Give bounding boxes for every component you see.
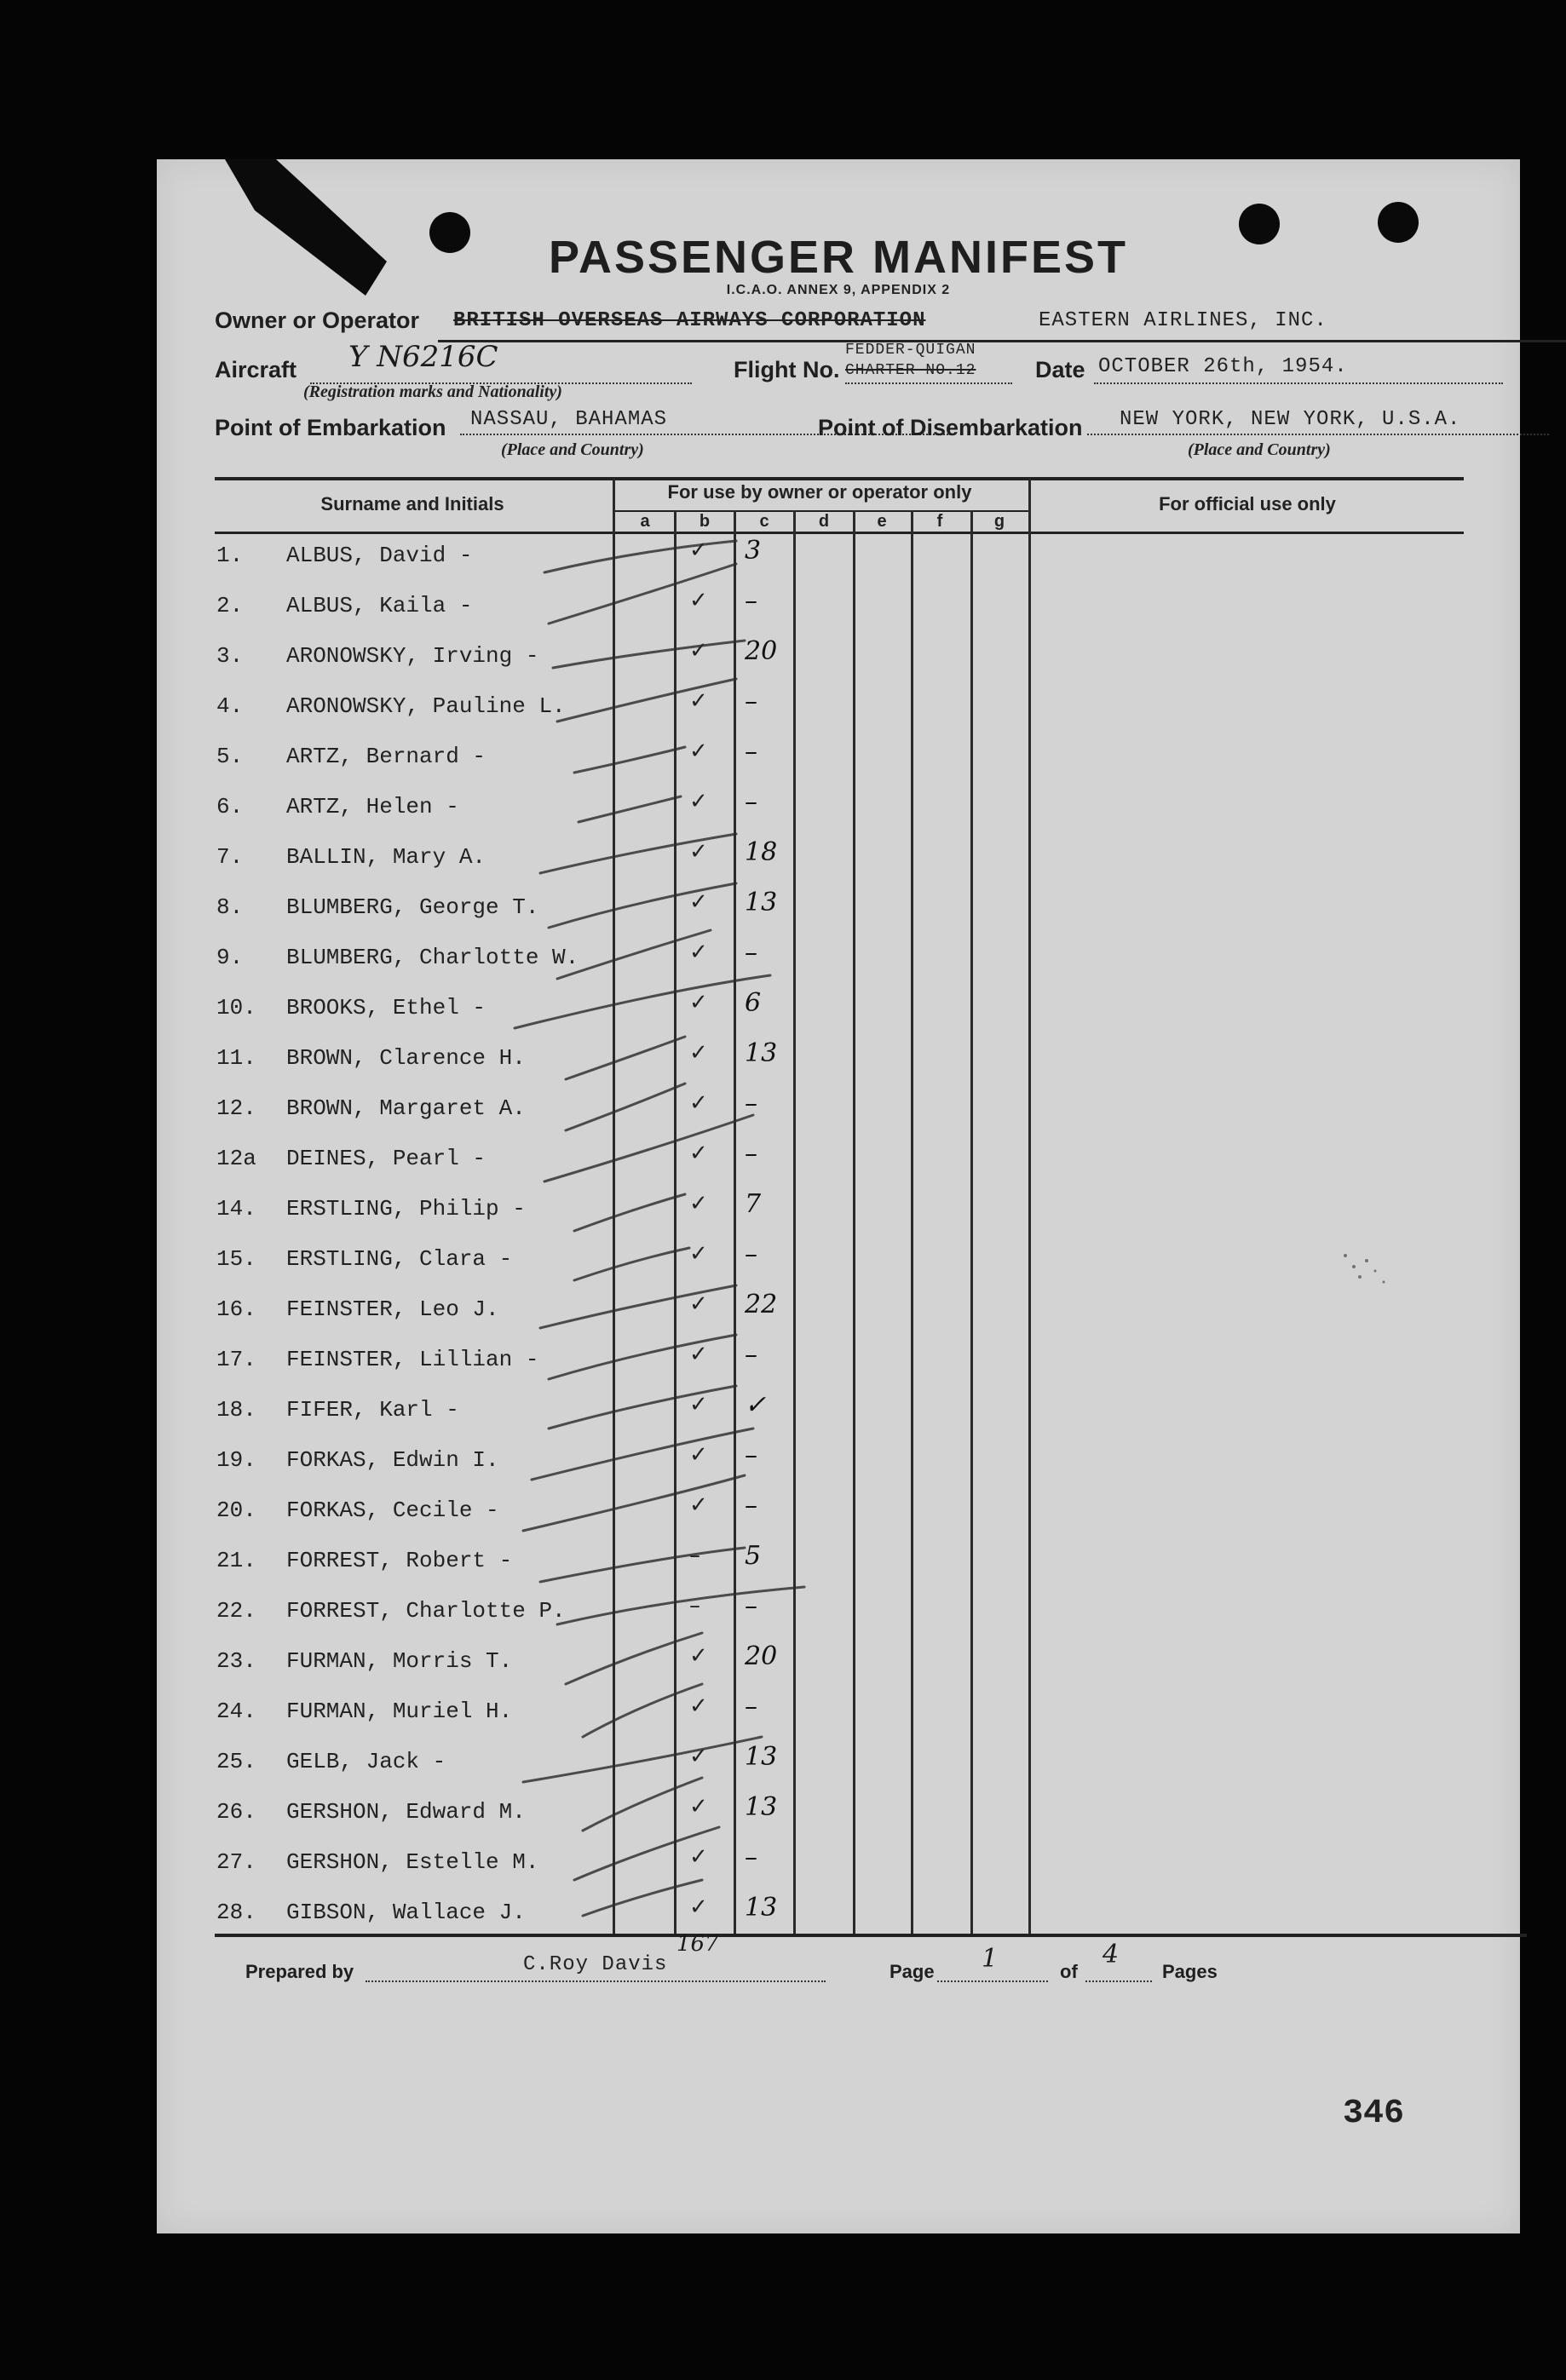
page-title: PASSENGER MANIFEST xyxy=(548,232,1129,283)
of-line xyxy=(1085,1980,1152,1982)
table-row xyxy=(216,1087,1068,1136)
col-a-mark: ✓ xyxy=(689,1141,708,1166)
passenger-name: BLUMBERG, Charlotte W. xyxy=(286,945,579,970)
passenger-name: BALLIN, Mary A. xyxy=(286,844,486,870)
col-surname-header: Surname and Initials xyxy=(320,493,504,515)
row-number: 11. xyxy=(216,1045,256,1071)
row-number: 15. xyxy=(216,1246,256,1272)
row-number: 19. xyxy=(216,1447,256,1473)
of-value: 4 xyxy=(1103,1940,1120,1969)
col-a-mark: ✓ xyxy=(689,1442,708,1468)
row-number: 22. xyxy=(216,1598,256,1624)
col-official-header: For official use only xyxy=(1159,493,1336,515)
col-b-value: – xyxy=(745,1139,757,1169)
col-b-value: – xyxy=(745,1239,757,1269)
passenger-name: ARONOWSKY, Irving - xyxy=(286,643,539,669)
aircraft-label: Aircraft xyxy=(215,357,297,382)
flight-value-line1: FEDDER-QUIGAN xyxy=(845,342,976,359)
passenger-name: FORREST, Robert - xyxy=(286,1548,513,1573)
row-number: 17. xyxy=(216,1347,256,1372)
flight-line xyxy=(845,382,1012,384)
passenger-name: GIBSON, Wallace J. xyxy=(286,1900,526,1925)
pages-label: Pages xyxy=(1162,1961,1218,1982)
row-number: 8. xyxy=(216,894,244,920)
passenger-name: FORKAS, Cecile - xyxy=(286,1498,499,1523)
col-a-mark: ✓ xyxy=(689,688,708,714)
col-a-mark: ✓ xyxy=(689,1894,708,1920)
col-b-value: 13 xyxy=(745,1792,778,1822)
row-number: 2. xyxy=(216,593,244,618)
table-row xyxy=(216,1489,1068,1538)
col-a-mark: ✓ xyxy=(689,789,708,814)
col-a-mark: ✓ xyxy=(689,739,708,764)
row-number: 10. xyxy=(216,995,256,1020)
table-row xyxy=(216,1388,1068,1438)
col-a-mark: ✓ xyxy=(689,1794,708,1819)
col-a-mark: ✓ xyxy=(689,1844,708,1870)
row-number: 18. xyxy=(216,1397,256,1423)
row-number: 1. xyxy=(216,543,244,568)
passenger-name: FEINSTER, Lillian - xyxy=(286,1347,539,1372)
prepared-by-line xyxy=(366,1980,826,1982)
owner-struck-value: BRITISH OVERSEAS AIRWAYS CORPORATION xyxy=(453,309,926,332)
table-row xyxy=(216,1187,1068,1237)
col-a-mark: ✓ xyxy=(689,1191,708,1216)
col-b-value: – xyxy=(745,687,757,716)
col-letter-f: f xyxy=(936,512,943,531)
owner-rule xyxy=(438,340,1566,342)
row-number: 7. xyxy=(216,844,244,870)
col-b-value: 20 xyxy=(745,636,778,666)
col-a-mark: ✓ xyxy=(689,990,708,1015)
table-row xyxy=(216,1841,1068,1890)
col-a-mark: ✓ xyxy=(689,538,708,563)
col-b-value: 6 xyxy=(745,988,762,1018)
col-letter-b: b xyxy=(699,512,711,531)
aircraft-value: Y N6216C xyxy=(348,340,498,374)
col-b-value: 3 xyxy=(745,536,762,566)
col-a-mark: ✓ xyxy=(689,1241,708,1267)
col-letter-g: g xyxy=(993,512,1005,531)
embarkation-caption: (Place and Country) xyxy=(501,440,644,459)
table-row xyxy=(216,886,1068,935)
col-b-value: – xyxy=(745,1491,757,1521)
row-number: 20. xyxy=(216,1498,256,1523)
passenger-name: GERSHON, Estelle M. xyxy=(286,1849,539,1875)
col-a-mark: ✓ xyxy=(689,889,708,915)
embarkation-label: Point of Embarkation xyxy=(215,415,446,440)
col-a-mark: ✓ xyxy=(689,1040,708,1066)
col-a-mark: ✓ xyxy=(689,1643,708,1669)
total-note: 167 xyxy=(676,1931,719,1957)
table-row xyxy=(216,1037,1068,1086)
page-line xyxy=(937,1980,1048,1982)
col-b-value: 5 xyxy=(745,1541,762,1571)
col-a-mark: – xyxy=(689,1593,700,1618)
row-number: 28. xyxy=(216,1900,256,1925)
passenger-name: DEINES, Pearl - xyxy=(286,1146,486,1171)
disembarkation-value: NEW YORK, NEW YORK, U.S.A. xyxy=(1120,408,1461,431)
page-subtitle: I.C.A.O. ANNEX 9, APPENDIX 2 xyxy=(726,283,951,297)
row-number: 16. xyxy=(216,1296,256,1322)
table-row xyxy=(216,785,1068,835)
col-b-value: 22 xyxy=(745,1290,778,1319)
stamp-number: 346 xyxy=(1343,2095,1405,2133)
col-b-value: – xyxy=(745,1692,757,1722)
table-row xyxy=(216,584,1068,634)
table-row xyxy=(216,1891,1068,1940)
page-value: 1 xyxy=(982,1944,999,1974)
passenger-name: FURMAN, Muriel H. xyxy=(286,1699,513,1724)
row-number: 24. xyxy=(216,1699,256,1724)
col-b-value: – xyxy=(745,938,757,968)
passenger-name: FEINSTER, Leo J. xyxy=(286,1296,499,1322)
passenger-name: ARONOWSKY, Pauline L. xyxy=(286,693,566,719)
date-value: OCTOBER 26th, 1954. xyxy=(1098,355,1348,378)
aircraft-caption: (Registration marks and Nationality) xyxy=(303,382,562,401)
table-row xyxy=(216,1590,1068,1639)
table-row xyxy=(216,735,1068,785)
table-row xyxy=(216,635,1068,684)
col-b-value: ✓ xyxy=(745,1390,767,1420)
table-row xyxy=(216,1791,1068,1840)
disembarkation-label: Point of Disembarkation xyxy=(818,415,1083,440)
passenger-name: FURMAN, Morris T. xyxy=(286,1648,513,1674)
col-b-value: 13 xyxy=(745,888,778,917)
page-label: Page xyxy=(890,1961,935,1982)
col-b-value: – xyxy=(745,1842,757,1872)
passenger-name: BLUMBERG, George T. xyxy=(286,894,539,920)
passenger-name: FIFER, Karl - xyxy=(286,1397,459,1423)
row-number: 5. xyxy=(216,744,244,769)
row-number: 21. xyxy=(216,1548,256,1573)
row-number: 6. xyxy=(216,794,244,819)
table-row xyxy=(216,1640,1068,1689)
col-b-value: – xyxy=(745,586,757,616)
col-owner-header: For use by owner or operator only xyxy=(667,481,972,503)
row-number: 3. xyxy=(216,643,244,669)
table-top-rule xyxy=(215,477,1464,480)
of-label: of xyxy=(1060,1961,1078,1982)
col-a-mark: – xyxy=(689,1543,700,1568)
col-b-value: 13 xyxy=(745,1038,778,1068)
col-letter-d: d xyxy=(818,512,830,531)
col-a-mark: ✓ xyxy=(689,1090,708,1116)
table-row xyxy=(216,836,1068,885)
row-number: 23. xyxy=(216,1648,256,1674)
row-number: 14. xyxy=(216,1196,256,1222)
passenger-name: ERSTLING, Clara - xyxy=(286,1246,513,1272)
passenger-name: ARTZ, Bernard - xyxy=(286,744,486,769)
col-letter-a: a xyxy=(640,512,650,531)
row-number: 12. xyxy=(216,1095,256,1121)
col-b-value: – xyxy=(745,1440,757,1470)
table-row xyxy=(216,685,1068,734)
col-a-mark: ✓ xyxy=(689,1744,708,1769)
col-a-mark: ✓ xyxy=(689,638,708,664)
manifest-sheet xyxy=(157,159,1520,2233)
row-number: 4. xyxy=(216,693,244,719)
disembarkation-line xyxy=(1087,434,1549,435)
passenger-name: FORREST, Charlotte P. xyxy=(286,1598,566,1624)
passenger-name: GELB, Jack - xyxy=(286,1749,446,1774)
col-a-mark: ✓ xyxy=(689,1392,708,1417)
row-number: 25. xyxy=(216,1749,256,1774)
table-row xyxy=(216,1690,1068,1739)
col-b-value: 18 xyxy=(745,837,778,867)
flight-label: Flight No. xyxy=(734,357,840,382)
passenger-name: BROOKS, Ethel - xyxy=(286,995,486,1020)
col-b-value: – xyxy=(745,1089,757,1118)
col-b-value: – xyxy=(745,1591,757,1621)
embarkation-value: NASSAU, BAHAMAS xyxy=(470,408,668,431)
col-letter-e: e xyxy=(877,512,887,531)
col-b-value: 13 xyxy=(745,1742,778,1772)
row-number: 12a xyxy=(216,1146,256,1171)
col-b-value: 20 xyxy=(745,1641,778,1671)
row-number: 9. xyxy=(216,945,244,970)
table-row xyxy=(216,534,1068,584)
flight-value-line2: CHARTER NO.12 xyxy=(845,362,976,379)
table-row xyxy=(216,936,1068,986)
col-a-mark: ✓ xyxy=(689,1342,708,1367)
table-row xyxy=(216,1238,1068,1287)
table-row xyxy=(216,1338,1068,1388)
col-b-value: – xyxy=(745,737,757,767)
col-a-mark: ✓ xyxy=(689,1492,708,1518)
col-b-value: 7 xyxy=(745,1189,762,1219)
date-line xyxy=(1094,382,1503,384)
passenger-name: ALBUS, David - xyxy=(286,543,473,568)
table-row xyxy=(216,1439,1068,1488)
table-row xyxy=(216,1539,1068,1589)
prepared-by-value: C.Roy Davis xyxy=(523,1953,668,1976)
passenger-name: FORKAS, Edwin I. xyxy=(286,1447,499,1473)
passenger-name: GERSHON, Edward M. xyxy=(286,1799,526,1825)
col-a-mark: ✓ xyxy=(689,839,708,865)
passenger-name: ERSTLING, Philip - xyxy=(286,1196,526,1222)
table-row xyxy=(216,1137,1068,1187)
col-a-mark: ✓ xyxy=(689,1291,708,1317)
row-number: 27. xyxy=(216,1849,256,1875)
owner-value: EASTERN AIRLINES, INC. xyxy=(1039,309,1327,332)
row-number: 26. xyxy=(216,1799,256,1825)
table-row xyxy=(216,986,1068,1036)
col-a-mark: ✓ xyxy=(689,588,708,613)
passenger-name: BROWN, Margaret A. xyxy=(286,1095,526,1121)
passenger-name: ALBUS, Kaila - xyxy=(286,593,473,618)
table-row xyxy=(216,1288,1068,1337)
passenger-name: ARTZ, Helen - xyxy=(286,794,459,819)
col-b-value: 13 xyxy=(745,1893,778,1923)
col-a-mark: ✓ xyxy=(689,940,708,965)
col-letter-c: c xyxy=(759,512,769,531)
prepared-by-label: Prepared by xyxy=(245,1961,354,1982)
table-row xyxy=(216,1740,1068,1790)
owner-label: Owner or Operator xyxy=(215,308,420,333)
col-b-value: – xyxy=(745,787,757,817)
col-b-value: – xyxy=(745,1340,757,1370)
date-label: Date xyxy=(1035,357,1085,382)
col-a-mark: ✓ xyxy=(689,1693,708,1719)
disembarkation-caption: (Place and Country) xyxy=(1188,440,1331,459)
passenger-name: BROWN, Clarence H. xyxy=(286,1045,526,1071)
